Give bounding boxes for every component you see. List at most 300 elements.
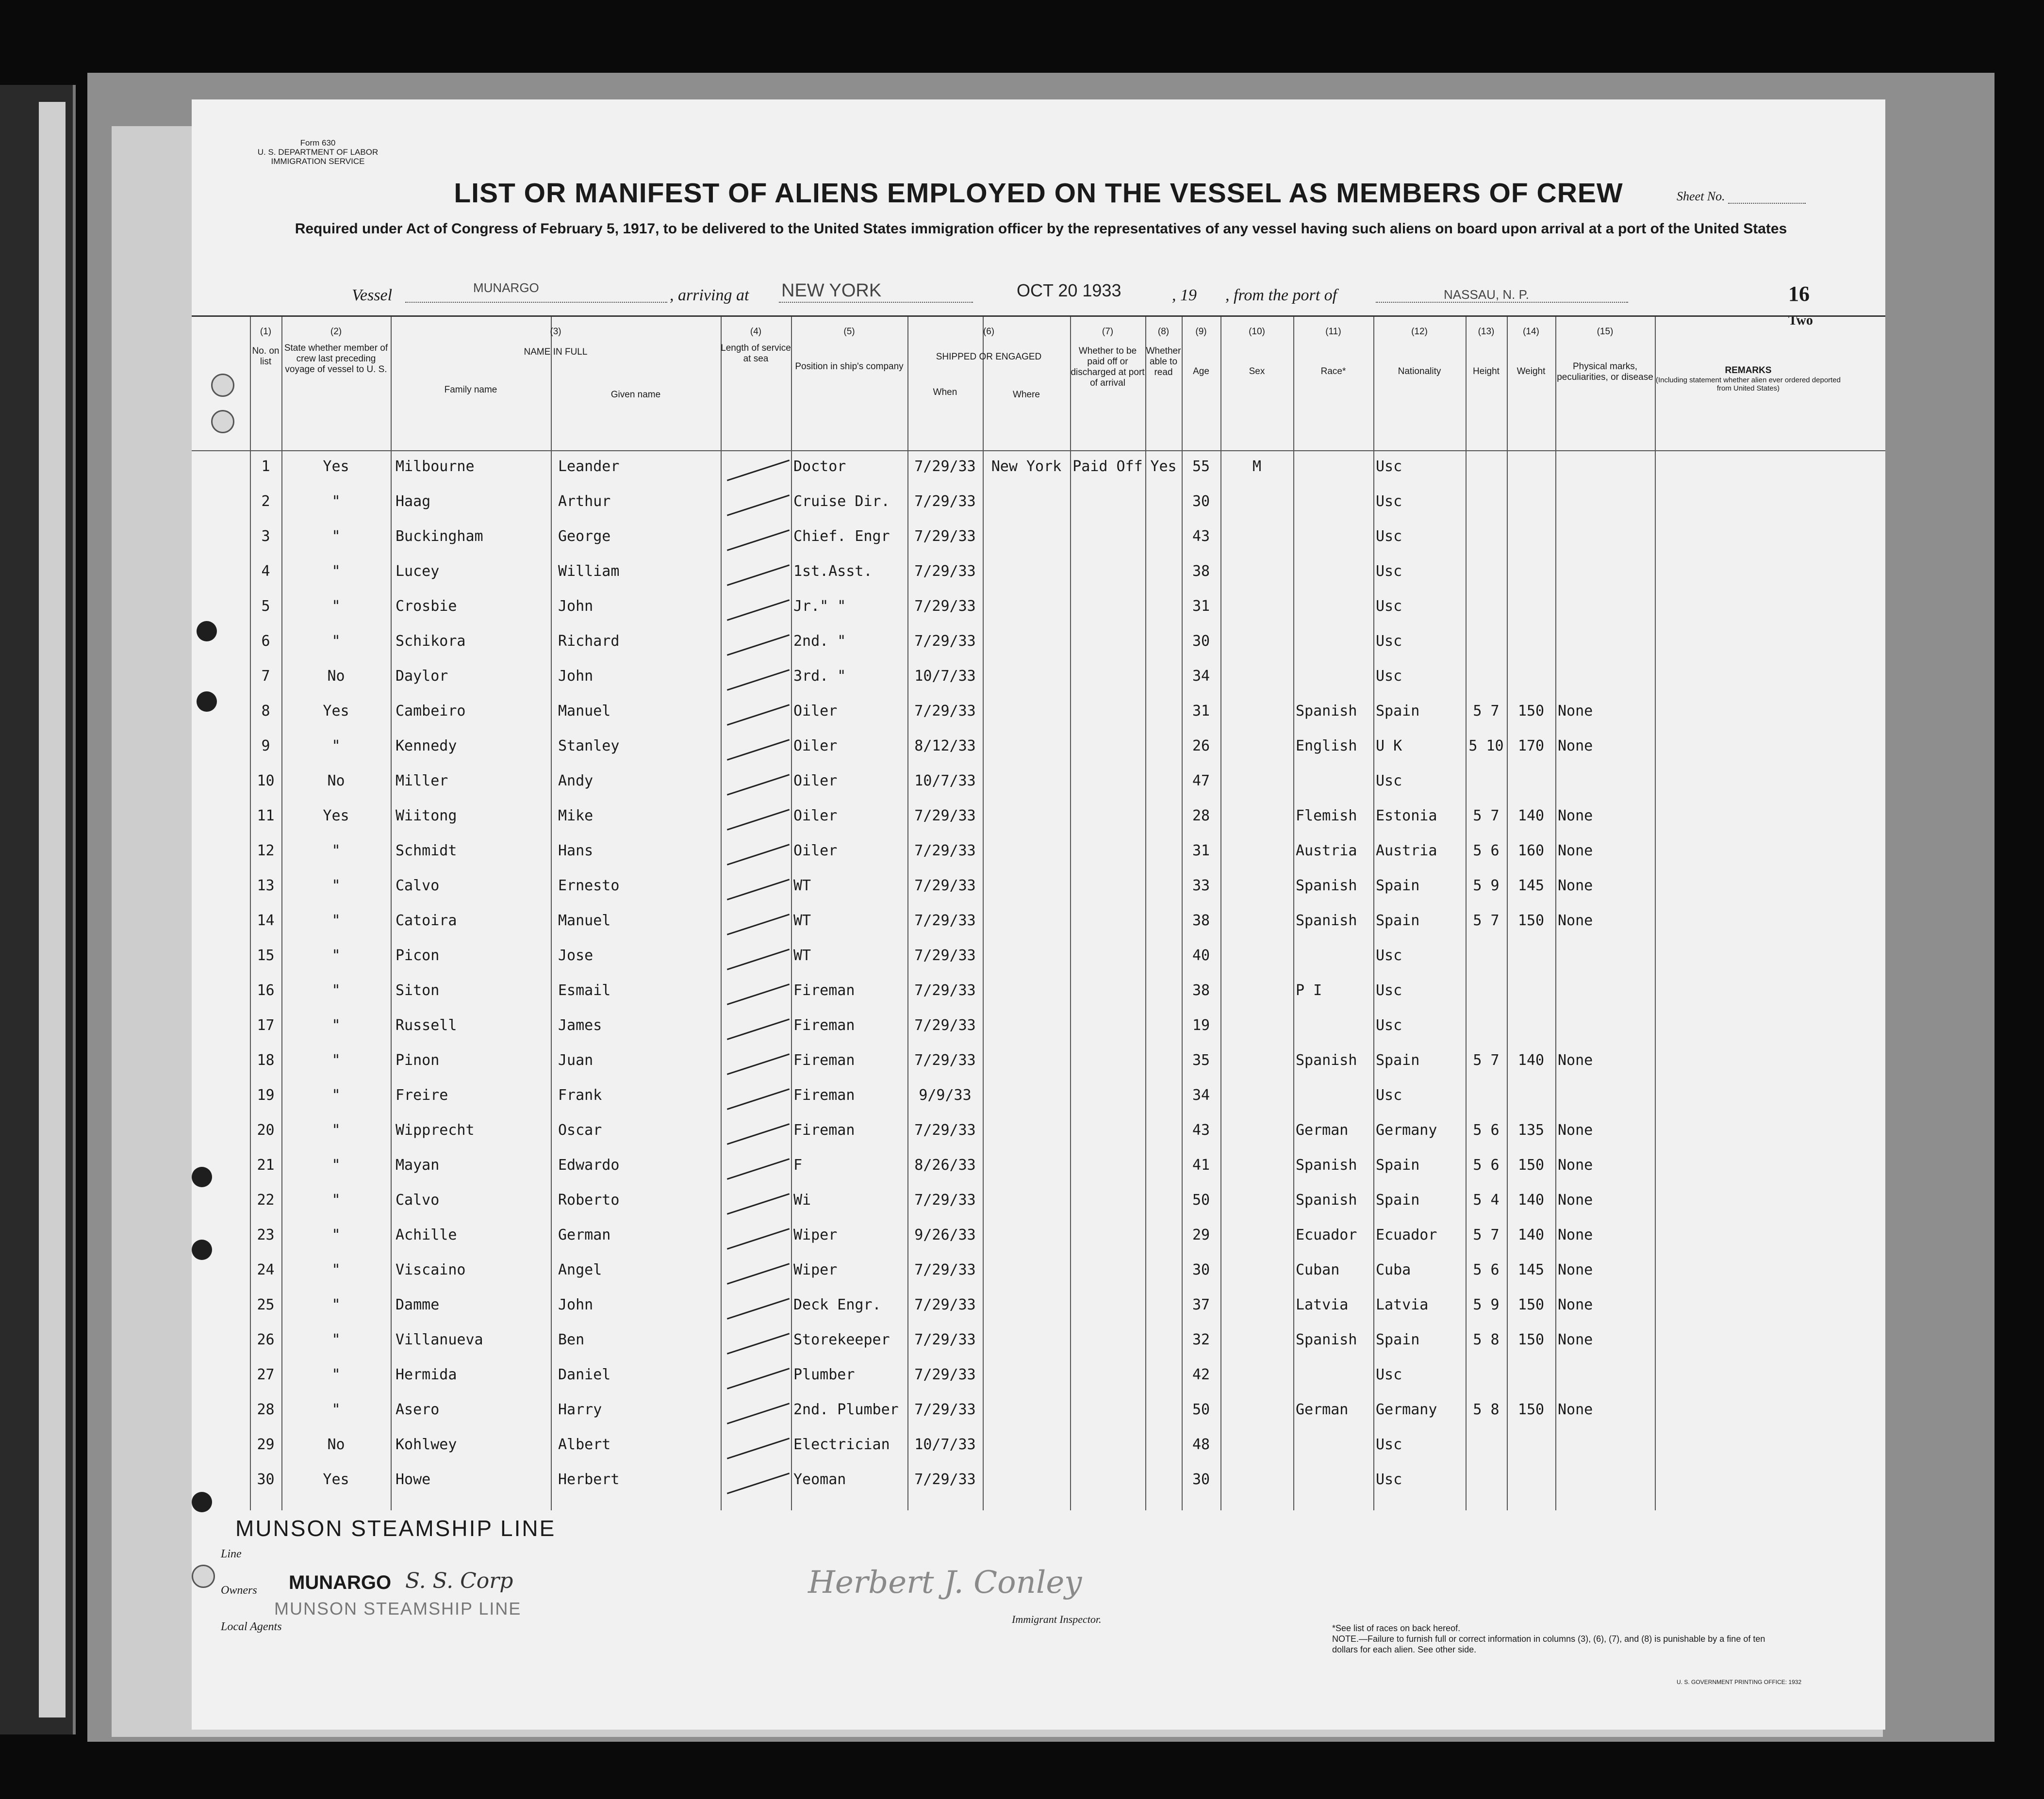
service-tick-mark: [727, 599, 790, 621]
service-tick-mark: [727, 809, 790, 831]
family-name-cell: Picon: [396, 947, 440, 964]
age-cell: 31: [1192, 842, 1210, 859]
prev-voyage-cell: ": [331, 1331, 341, 1348]
position-cell: Fireman: [793, 1122, 855, 1139]
position-cell: Oiler: [793, 842, 838, 859]
form-number: Form 630: [300, 138, 336, 147]
when-cell: 7/29/33: [914, 807, 976, 824]
age-cell: 41: [1192, 1157, 1210, 1174]
weight-cell: 145: [1517, 1261, 1545, 1278]
family-name-cell: Mayan: [396, 1157, 440, 1174]
col-number: (4): [750, 327, 762, 337]
position-cell: Fireman: [793, 1052, 855, 1069]
prev-voyage-cell: No: [327, 668, 345, 685]
prev-voyage-cell: ": [331, 1052, 341, 1069]
height-cell: 5 7: [1473, 1227, 1500, 1243]
age-cell: 29: [1192, 1227, 1210, 1243]
age-cell: 43: [1192, 528, 1210, 545]
age-cell: 38: [1192, 912, 1210, 929]
weight-cell: 135: [1517, 1122, 1545, 1139]
table-row: [192, 1224, 1885, 1259]
prev-voyage-cell: ": [331, 1017, 341, 1034]
service-tick-mark: [727, 1368, 790, 1390]
position-cell: Storekeeper: [793, 1331, 890, 1348]
nationality-cell: Usc: [1376, 633, 1402, 650]
given-name-cell: Herbert: [558, 1471, 620, 1488]
age-cell: 30: [1192, 493, 1210, 510]
col-label: SHIPPED OR ENGAGED: [936, 352, 1042, 362]
race-cell: Spanish: [1296, 1052, 1357, 1069]
table-row: [192, 1328, 1885, 1364]
race-footnote: *See list of races on back hereof.: [1332, 1623, 1461, 1633]
from-port-line: [1376, 302, 1628, 303]
given-name-cell: Leander: [558, 458, 620, 475]
col-prev-voyage-header: [284, 327, 388, 375]
service-tick-mark: [727, 739, 790, 761]
nationality-cell: Spain: [1376, 1157, 1420, 1174]
service-tick-mark: [727, 983, 790, 1005]
position-cell: Oiler: [793, 703, 838, 720]
when-cell: 7/29/33: [914, 1052, 976, 1069]
race-cell: German: [1296, 1122, 1349, 1139]
weight-cell: 160: [1517, 842, 1545, 859]
service-tick-mark: [727, 1158, 790, 1180]
table-row: [192, 1433, 1885, 1469]
family-name-cell: Freire: [396, 1087, 448, 1104]
family-name-cell: Russell: [396, 1017, 457, 1034]
arrival-date-stamp: OCT 20 1933: [1017, 280, 1121, 300]
prev-voyage-cell: ": [331, 598, 341, 615]
service-tick-mark: [727, 564, 790, 586]
col-label: Position in ship's company: [795, 361, 904, 372]
prev-voyage-cell: ": [331, 633, 341, 650]
given-name-cell: Edwardo: [558, 1157, 620, 1174]
col-when-header: When: [933, 387, 957, 397]
nationality-cell: Usc: [1376, 982, 1402, 999]
nationality-cell: Usc: [1376, 493, 1402, 510]
position-cell: Yeoman: [793, 1471, 846, 1488]
service-tick-mark: [727, 634, 790, 656]
service-tick-mark: [727, 669, 790, 691]
family-name-cell: Achille: [396, 1227, 457, 1243]
physical-marks-cell: None: [1558, 912, 1593, 929]
nationality-cell: Usc: [1376, 1436, 1402, 1453]
race-cell: Cuban: [1296, 1261, 1340, 1278]
physical-marks-cell: None: [1558, 1331, 1593, 1348]
physical-marks-cell: None: [1558, 1157, 1593, 1174]
race-cell: Latvia: [1296, 1296, 1349, 1313]
age-cell: 50: [1192, 1401, 1210, 1418]
form-identifier: [245, 138, 391, 166]
family-name-cell: Siton: [396, 982, 440, 999]
when-cell: 7/29/33: [914, 563, 976, 580]
height-cell: 5 7: [1473, 1052, 1500, 1069]
race-cell: Spanish: [1296, 1157, 1357, 1174]
race-cell: Spanish: [1296, 703, 1357, 720]
col-number: (11): [1325, 327, 1341, 337]
race-cell: English: [1296, 737, 1357, 754]
weight-cell: 140: [1517, 807, 1545, 824]
age-cell: 50: [1192, 1192, 1210, 1209]
year-label: , 19: [1172, 286, 1197, 304]
department-name: U. S. DEPARTMENT OF LABOR: [257, 147, 379, 157]
when-cell: 7/29/33: [914, 1331, 976, 1348]
service-tick-mark: [727, 1438, 790, 1459]
position-cell: 2nd. Plumber: [793, 1401, 899, 1418]
when-cell: 7/29/33: [914, 458, 976, 475]
age-cell: 19: [1192, 1017, 1210, 1034]
age-cell: 31: [1192, 598, 1210, 615]
given-name-cell: Roberto: [558, 1192, 620, 1209]
col-race-header: [1293, 327, 1373, 377]
vessel-label: Vessel: [352, 286, 393, 304]
inspector-label: Immigrant Inspector.: [1012, 1613, 1102, 1625]
race-cell: German: [1296, 1401, 1349, 1418]
given-name-cell: George: [558, 528, 611, 545]
row-number: 28: [257, 1401, 275, 1418]
nationality-cell: Germany: [1376, 1401, 1437, 1418]
vessel-name: MUNARGO: [473, 280, 539, 295]
when-cell: 8/12/33: [914, 737, 976, 754]
table-row: [192, 1189, 1885, 1225]
family-name-cell: Asero: [396, 1401, 440, 1418]
nationality-cell: Spain: [1376, 703, 1420, 720]
col-label: Race*: [1320, 366, 1346, 376]
row-number: 24: [257, 1261, 275, 1278]
given-name-cell: Hans: [558, 842, 593, 859]
service-tick-mark: [727, 914, 790, 935]
position-cell: Wi: [793, 1192, 811, 1209]
age-cell: 28: [1192, 807, 1210, 824]
table-row: [192, 874, 1885, 910]
height-cell: 5 7: [1473, 703, 1500, 720]
given-name-cell: John: [558, 668, 593, 685]
height-cell: 5 7: [1473, 807, 1500, 824]
family-name-cell: Damme: [396, 1296, 440, 1313]
age-cell: 42: [1192, 1366, 1210, 1383]
col-nationality-header: [1373, 327, 1466, 377]
prev-voyage-cell: ": [331, 912, 341, 929]
sheet-number: 16: [1788, 282, 1810, 306]
prev-voyage-cell: Yes: [323, 458, 349, 475]
col-label: NAME IN FULL: [524, 347, 588, 357]
prev-voyage-cell: ": [331, 1227, 341, 1243]
position-cell: Fireman: [793, 982, 855, 999]
weight-cell: 150: [1517, 703, 1545, 720]
prev-voyage-cell: Yes: [323, 1471, 349, 1488]
table-row: [192, 769, 1885, 805]
arriving-line: [779, 302, 973, 303]
table-row: [192, 1259, 1885, 1294]
col-name-header: [391, 327, 721, 358]
physical-marks-cell: None: [1558, 1192, 1593, 1209]
when-cell: 7/29/33: [914, 982, 976, 999]
col-label: Nationality: [1398, 366, 1441, 376]
nationality-cell: Usc: [1376, 1017, 1402, 1034]
height-cell: 5 8: [1473, 1401, 1500, 1418]
prev-voyage-cell: ": [331, 1192, 341, 1209]
physical-marks-cell: None: [1558, 807, 1593, 824]
nationality-cell: Spain: [1376, 1331, 1420, 1348]
col-note: (Including statement whether alien ever ordered deported from United States): [1655, 376, 1841, 393]
physical-marks-cell: None: [1558, 1052, 1593, 1069]
weight-cell: 150: [1517, 1331, 1545, 1348]
position-cell: Chief. Engr: [793, 528, 890, 545]
prev-voyage-cell: ": [331, 528, 341, 545]
col-read-header: [1145, 327, 1182, 378]
family-name-cell: Howe: [396, 1471, 431, 1488]
table-row: [192, 735, 1885, 770]
table-row: [192, 665, 1885, 701]
given-name-cell: Harry: [558, 1401, 602, 1418]
col-number: (7): [1102, 327, 1114, 337]
position-cell: Cruise Dir.: [793, 493, 890, 510]
row-number: 13: [257, 877, 275, 894]
col-label: State whether member of crew last preceding voyage of vessel to U. S.: [284, 343, 388, 375]
table-row: [192, 1049, 1885, 1085]
col-number: (6): [983, 327, 995, 337]
col-age-header: [1182, 327, 1220, 377]
when-cell: 7/29/33: [914, 1471, 976, 1488]
row-number: 15: [257, 947, 275, 964]
height-cell: 5 9: [1473, 1296, 1500, 1313]
prev-voyage-cell: ": [331, 1122, 341, 1139]
service-tick-mark: [727, 1263, 790, 1285]
when-cell: 7/29/33: [914, 947, 976, 964]
col-paid-off-header: [1070, 327, 1145, 389]
age-cell: 38: [1192, 563, 1210, 580]
arriving-port: NEW YORK: [781, 280, 882, 301]
manifest-sheet: [192, 99, 1885, 1730]
service-tick-mark: [727, 1123, 790, 1145]
given-name-cell: Ben: [558, 1331, 585, 1348]
row-number: 23: [257, 1227, 275, 1243]
age-cell: 26: [1192, 737, 1210, 754]
nationality-cell: Ecuador: [1376, 1227, 1437, 1243]
table-row: [192, 839, 1885, 875]
physical-marks-cell: None: [1558, 1261, 1593, 1278]
row-number: 30: [257, 1471, 275, 1488]
weight-cell: 140: [1517, 1052, 1545, 1069]
nationality-cell: Spain: [1376, 1192, 1420, 1209]
local-agents-label: Local Agents: [221, 1620, 282, 1633]
table-row: [192, 909, 1885, 945]
row-number: 12: [257, 842, 275, 859]
family-name-cell: Wiitong: [396, 807, 457, 824]
binder-strip: [39, 102, 66, 1717]
weight-cell: 150: [1517, 1296, 1545, 1313]
given-name-cell: Esmail: [558, 982, 611, 999]
table-row: [192, 1468, 1885, 1504]
nationality-cell: Usc: [1376, 947, 1402, 964]
col-service-header: [721, 327, 791, 364]
physical-marks-cell: None: [1558, 1122, 1593, 1139]
height-cell: 5 10: [1468, 737, 1504, 754]
given-name-cell: Andy: [558, 772, 593, 789]
table-row: [192, 944, 1885, 980]
service-tick-mark: [727, 844, 790, 866]
when-cell: 10/7/33: [914, 1436, 976, 1453]
service-tick-mark: [727, 1193, 790, 1215]
row-number: 8: [261, 703, 270, 720]
position-cell: Fireman: [793, 1017, 855, 1034]
age-cell: 31: [1192, 703, 1210, 720]
col-remarks-header: [1655, 365, 1842, 393]
service-tick-mark: [727, 879, 790, 900]
agents-stamp: MUNSON STEAMSHIP LINE: [274, 1599, 522, 1619]
family-name-cell: Catoira: [396, 912, 457, 929]
family-name-cell: Buckingham: [396, 528, 483, 545]
page-subtitle: Required under Act of Congress of February 5, 1917, to be delivered to the United States immigration officer by the representatives of any vessel having such aliens on board upon arrival at a port of the United States: [295, 221, 1787, 237]
race-cell: Ecuador: [1296, 1227, 1357, 1243]
col-label: Sex: [1249, 366, 1265, 376]
age-cell: 30: [1192, 1261, 1210, 1278]
prev-voyage-cell: Yes: [323, 703, 349, 720]
given-name-cell: Stanley: [558, 737, 620, 754]
race-cell: Spanish: [1296, 1192, 1357, 1209]
given-name-cell: John: [558, 1296, 593, 1313]
when-cell: 7/29/33: [914, 842, 976, 859]
col-number: (1): [260, 327, 272, 337]
race-cell: Austria: [1296, 842, 1357, 859]
table-row: [192, 490, 1885, 526]
race-cell: P I: [1296, 982, 1322, 999]
prev-voyage-cell: ": [331, 982, 341, 999]
position-cell: Oiler: [793, 737, 838, 754]
when-cell: 9/9/33: [919, 1087, 972, 1104]
nationality-cell: Cuba: [1376, 1261, 1411, 1278]
nationality-cell: Germany: [1376, 1122, 1437, 1139]
when-cell: 7/29/33: [914, 1366, 976, 1383]
given-name-cell: William: [558, 563, 620, 580]
prev-voyage-cell: ": [331, 563, 341, 580]
race-cell: Spanish: [1296, 912, 1357, 929]
race-cell: Spanish: [1296, 1331, 1357, 1348]
age-cell: 48: [1192, 1436, 1210, 1453]
row-number: 27: [257, 1366, 275, 1383]
owners-stamp: MUNARGO: [289, 1572, 392, 1593]
prev-voyage-cell: No: [327, 1436, 345, 1453]
col-sex-header: [1220, 327, 1293, 377]
family-name-cell: Lucey: [396, 563, 440, 580]
family-name-cell: Villanueva: [396, 1331, 483, 1348]
height-cell: 5 6: [1473, 1157, 1500, 1174]
row-number: 1: [261, 458, 270, 475]
footnotes: [1332, 1623, 1769, 1655]
header-divider: [192, 450, 1885, 451]
age-cell: 30: [1192, 633, 1210, 650]
physical-marks-cell: None: [1558, 1401, 1593, 1418]
col-number: (13): [1478, 327, 1495, 337]
nationality-cell: Usc: [1376, 668, 1402, 685]
weight-cell: 140: [1517, 1192, 1545, 1209]
table-row: [192, 1363, 1885, 1399]
table-row: [192, 455, 1885, 491]
when-cell: 7/29/33: [914, 1017, 976, 1034]
race-cell: Flemish: [1296, 807, 1357, 824]
given-name-cell: Juan: [558, 1052, 593, 1069]
col-number: (10): [1249, 327, 1265, 337]
prev-voyage-cell: ": [331, 877, 341, 894]
position-cell: Deck Engr.: [793, 1296, 881, 1313]
col-number: (9): [1195, 327, 1207, 337]
row-number: 16: [257, 982, 275, 999]
nationality-cell: U K: [1376, 737, 1402, 754]
family-name-cell: Haag: [396, 493, 431, 510]
row-number: 6: [261, 633, 270, 650]
family-name-cell: Schikora: [396, 633, 466, 650]
when-cell: 7/29/33: [914, 528, 976, 545]
position-cell: WT: [793, 912, 811, 929]
nationality-cell: Austria: [1376, 842, 1437, 859]
when-cell: 7/29/33: [914, 1261, 976, 1278]
nationality-cell: Usc: [1376, 563, 1402, 580]
table-row: [192, 1293, 1885, 1329]
nationality-cell: Usc: [1376, 458, 1402, 475]
col-given-name-header: Given name: [610, 390, 661, 400]
table-row: [192, 1119, 1885, 1155]
row-number: 2: [261, 493, 270, 510]
table-row: [192, 700, 1885, 736]
when-cell: 7/29/33: [914, 877, 976, 894]
table-row: [192, 630, 1885, 666]
physical-marks-cell: None: [1558, 737, 1593, 754]
weight-cell: 145: [1517, 877, 1545, 894]
prev-voyage-cell: ": [331, 1157, 341, 1174]
where-cell: New York: [991, 458, 1062, 475]
age-cell: 43: [1192, 1122, 1210, 1139]
given-name-cell: Mike: [558, 807, 593, 824]
age-cell: 32: [1192, 1331, 1210, 1348]
given-name-cell: Angel: [558, 1261, 602, 1278]
prev-voyage-cell: ": [331, 1296, 341, 1313]
position-cell: Wiper: [793, 1261, 838, 1278]
position-cell: Wiper: [793, 1227, 838, 1243]
row-number: 3: [261, 528, 270, 545]
position-cell: Fireman: [793, 1087, 855, 1104]
when-cell: 10/7/33: [914, 668, 976, 685]
prev-voyage-cell: ": [331, 1401, 341, 1418]
service-tick-mark: [727, 1053, 790, 1075]
prev-voyage-cell: Yes: [323, 807, 349, 824]
when-cell: 7/29/33: [914, 1296, 976, 1313]
owners-handwritten: S. S. Corp: [405, 1569, 513, 1593]
col-physical-marks-header: [1555, 327, 1655, 383]
prev-voyage-cell: ": [331, 947, 341, 964]
position-cell: 1st.Asst.: [793, 563, 873, 580]
when-cell: 7/29/33: [914, 633, 976, 650]
weight-cell: 150: [1517, 1401, 1545, 1418]
weight-cell: 150: [1517, 912, 1545, 929]
when-cell: 7/29/33: [914, 1122, 976, 1139]
given-name-cell: Daniel: [558, 1366, 611, 1383]
row-number: 29: [257, 1436, 275, 1453]
when-cell: 7/29/33: [914, 598, 976, 615]
physical-marks-cell: None: [1558, 877, 1593, 894]
table-row: [192, 1014, 1885, 1050]
col-label: Physical marks, peculiarities, or disease: [1557, 361, 1653, 382]
given-name-cell: Oscar: [558, 1122, 602, 1139]
col-number: (12): [1411, 327, 1428, 337]
age-cell: 38: [1192, 982, 1210, 999]
given-name-cell: Ernesto: [558, 877, 620, 894]
when-cell: 7/29/33: [914, 703, 976, 720]
when-cell: 7/29/33: [914, 1192, 976, 1209]
family-name-cell: Wipprecht: [396, 1122, 475, 1139]
col-label: Whether to be paid off or discharged at port of arrival: [1071, 346, 1145, 388]
table-row: [192, 595, 1885, 631]
row-number: 26: [257, 1331, 275, 1348]
